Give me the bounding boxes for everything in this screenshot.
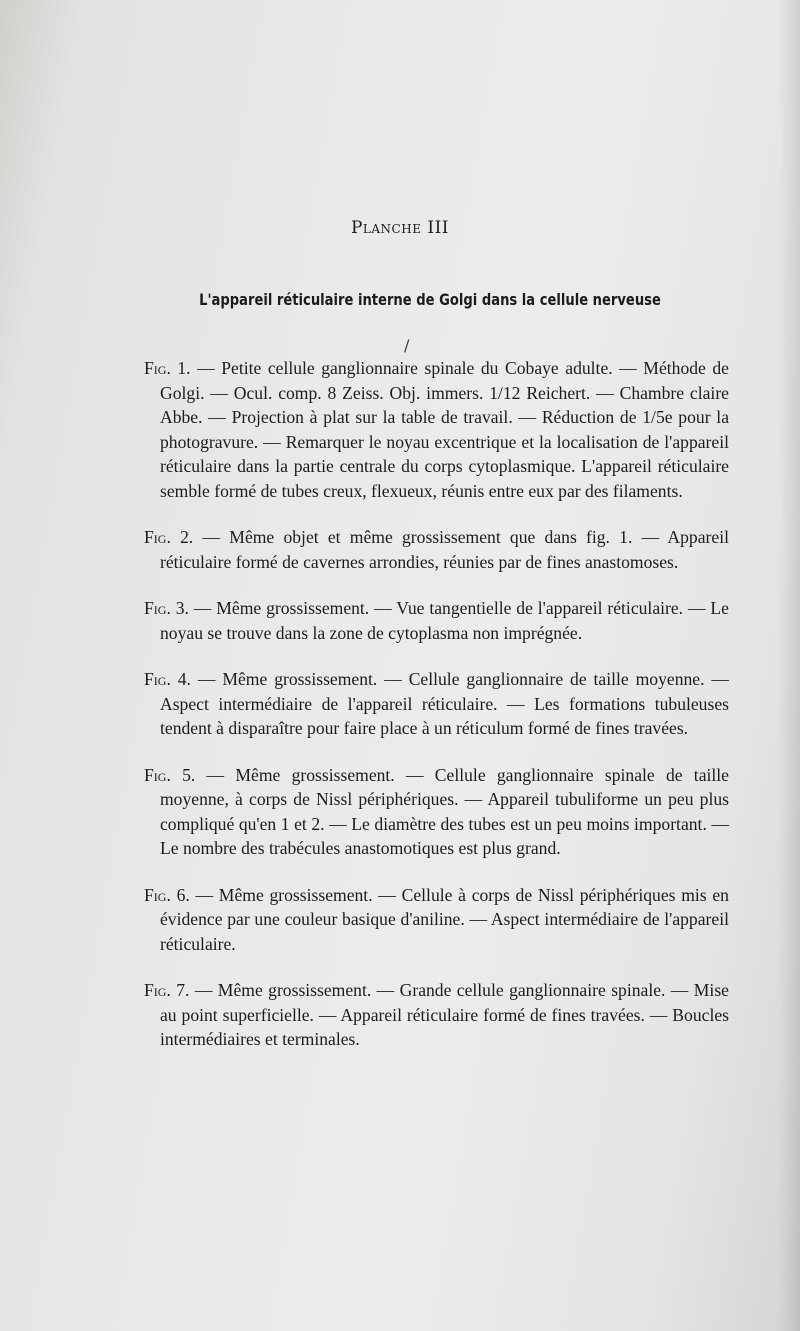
figure-label: Fig. 3. (144, 598, 189, 618)
figure-text: — Même grossissement. — Cellule ganglionnaire spinale de taille moyenne, à corps de Nissl périphériques. — Appareil tubuliforme un peu plus compliqué qu'en 1 et 2. — Le diamètre des tubes est un peu moins important. — Le nombre des trabécules anastomotiques est plus grand. (160, 764, 729, 858)
figure-text: — Même grossissement. — Cellule ganglionnaire de taille moyenne. — Aspect intermédiaire de l'appareil réticulaire. — Les formations tubuleuses tendent à disparaître pour faire place à un réticulum formé de fines travées. (160, 669, 729, 738)
plate-subtitle: L'appareil réticulaire interne de Golgi dans la cellule nerveuse (199, 290, 661, 309)
figure-caption-3 (144, 596, 729, 645)
figure-text: — Même grossissement. — Cellule à corps de Nissl périphériques mis en évidence par une couleur basique d'aniline. — Aspect intermédiaire de l'appareil réticulaire. (160, 884, 729, 954)
figure-captions (144, 356, 729, 1074)
figure-caption-2 (144, 525, 729, 574)
figure-label: Fig. 6. (144, 884, 190, 905)
figure-label: Fig. 4. (144, 669, 191, 689)
figure-caption-7 (144, 978, 729, 1052)
figure-label: Fig. 1. (144, 358, 191, 378)
figure-caption-1 (144, 356, 729, 503)
figure-label: Fig. 2. (144, 527, 194, 547)
plate-title: Planche III (350, 218, 450, 238)
pencil-mark-icon: / (404, 336, 410, 355)
figure-text: — Même objet et même grossissement que dans fig. 1. — Appareil réticulaire formé de cavernes arrondies, réunies par de fines anastomoses. (160, 527, 729, 572)
figure-caption-6 (144, 883, 729, 957)
figure-text: — Petite cellule ganglionnaire spinale du Cobaye adulte. — Méthode de Golgi. — Ocul. comp. 8 Zeiss. Obj. immers. 1/12 Reichert. — Chambre claire Abbe. — Projection à plat sur la table de travail. — Réduction de 1/5e pour la photogravure. — Remarquer le noyau excentrique et la localisation de l'appareil réticulaire dans la partie centrale du corps cytoplasmique. L'appareil réticulaire semble formé de tubes creux, flexueux, réunis entre eux par des filaments. (160, 358, 729, 501)
figure-label: Fig. 7. (144, 980, 190, 1000)
figure-label: Fig. 5. (144, 764, 196, 785)
page-edge-shadow (778, 0, 800, 1331)
figure-text: — Même grossissement. — Vue tangentielle de l'appareil réticulaire. — Le noyau se trouve dans la zone de cytoplasma non imprégnée. (160, 598, 729, 643)
figure-caption-4 (144, 667, 729, 741)
figure-caption-5 (144, 763, 729, 861)
figure-text: — Même grossissement. — Grande cellule ganglionnaire spinale. — Mise au point superficielle. — Appareil réticulaire formé de fines travées. — Boucles intermédiaires et terminales. (160, 980, 729, 1049)
